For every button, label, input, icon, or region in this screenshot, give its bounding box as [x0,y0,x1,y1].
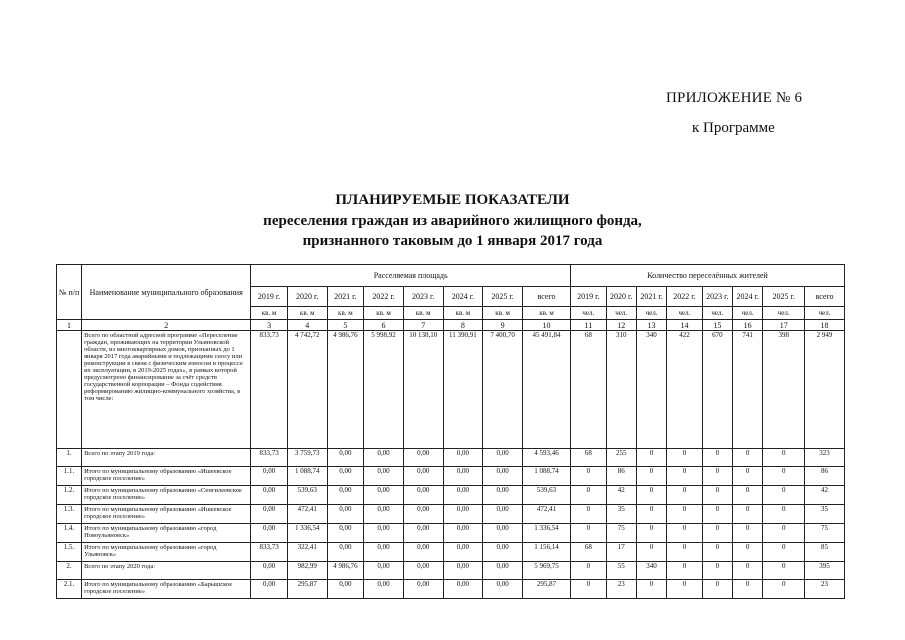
col-number-header: № п/п [57,265,82,320]
row-value: 0,00 [251,580,288,599]
row-value: 35 [805,505,845,524]
program-label: к Программе [692,120,775,136]
row-value: 4 593,46 [522,449,570,467]
people-year-header: 2021 г. [636,287,666,307]
row-value: 0 [733,543,763,562]
row-value: 3 759,73 [287,449,327,467]
row-value: 0,00 [403,580,443,599]
row-value: 0,00 [443,449,483,467]
row-value: 0,00 [483,524,523,543]
table-row [57,524,845,543]
column-number: 3 [251,320,288,331]
column-number: 15 [702,320,732,331]
row-value: 0,00 [403,449,443,467]
row-value: 0 [667,486,703,505]
row-value: 5 969,75 [522,562,570,580]
people-year-header: 2019 г. [571,287,607,307]
table-row [57,449,845,467]
row-value: 35 [606,505,636,524]
table-row [57,486,845,505]
row-value: 0 [636,580,666,599]
table-row [57,467,845,486]
row-name: Всего по этапу 2019 года: [82,449,251,467]
people-unit: чел. [667,307,703,320]
row-value: 85 [805,543,845,562]
row-value: 0,00 [403,562,443,580]
row-value: 0,00 [443,580,483,599]
row-value: 833,73 [251,449,288,467]
row-value: 340 [636,562,666,580]
row-value: 0,00 [251,486,288,505]
row-value: 0,00 [443,524,483,543]
row-number: 1.3. [57,505,82,524]
people-unit: чел. [606,307,636,320]
row-value: 0 [571,505,607,524]
row-number: 2. [57,562,82,580]
people-year-header: 2025 г. [763,287,805,307]
row-value: 0 [733,486,763,505]
row-value: 0 [636,505,666,524]
row-value: 0,00 [364,449,404,467]
row-value: 1 088,74 [522,467,570,486]
people-year-header: 2023 г. [702,287,732,307]
row-value: 0,00 [327,580,364,599]
row-value: 10 138,10 [403,331,443,449]
row-value: 0 [667,467,703,486]
row-value: 45 491,84 [522,331,570,449]
row-value: 0 [636,449,666,467]
row-value: 1 336,54 [287,524,327,543]
row-value: 0 [733,524,763,543]
row-value: 0,00 [251,524,288,543]
row-value: 0,00 [327,524,364,543]
row-value: 0 [571,486,607,505]
row-value: 0 [667,580,703,599]
row-value: 0,00 [443,543,483,562]
row-value: 0 [763,580,805,599]
people-year-header: 2022 г. [667,287,703,307]
row-value: 0,00 [403,505,443,524]
row-value: 0 [763,543,805,562]
area-unit: кв. м [251,307,288,320]
column-number: 6 [364,320,404,331]
row-value: 68 [571,331,607,449]
column-number: 5 [327,320,364,331]
row-name: Итого по муниципальному образованию «Сенгилеевское городское поселение» [82,486,251,505]
table-row [57,562,845,580]
row-value: 0 [702,449,732,467]
row-value: 398 [763,331,805,449]
row-value: 0 [763,486,805,505]
row-value: 11 390,91 [443,331,483,449]
row-value: 741 [733,331,763,449]
row-value: 86 [606,467,636,486]
row-value: 0 [571,562,607,580]
document-subtitle-2: признанного таковым до 1 января 2017 года [302,233,603,249]
row-value: 833,73 [251,331,288,449]
row-name: Всего по этапу 2020 года: [82,562,251,580]
row-value: 0,00 [483,467,523,486]
column-number: 4 [287,320,327,331]
row-value: 0,00 [327,505,364,524]
row-value: 539,63 [522,486,570,505]
column-number: 7 [403,320,443,331]
row-value: 0,00 [443,505,483,524]
row-value: 0 [763,467,805,486]
row-value: 23 [805,580,845,599]
area-year-header: 2019 г. [251,287,288,307]
appendix-label: ПРИЛОЖЕНИЕ № 6 [666,90,803,106]
row-value: 0 [571,467,607,486]
row-value: 0 [667,524,703,543]
column-number: 9 [483,320,523,331]
people-unit: чел. [733,307,763,320]
area-unit: кв. м [403,307,443,320]
row-value: 0,00 [364,543,404,562]
table-row [57,580,845,599]
row-value: 310 [606,331,636,449]
area-year-header: 2021 г. [327,287,364,307]
table-row [57,543,845,562]
row-value: 0,00 [443,486,483,505]
row-value: 472,41 [522,505,570,524]
row-value: 395 [805,562,845,580]
row-value: 68 [571,543,607,562]
row-value: 1 088,74 [287,467,327,486]
people-year-header: 2020 г. [606,287,636,307]
row-value: 7 400,70 [483,331,523,449]
row-value: 17 [606,543,636,562]
row-value: 42 [606,486,636,505]
row-value: 0,00 [403,524,443,543]
row-value: 0,00 [483,562,523,580]
row-name: Итого по муниципальному образованию «город Новоульяновск» [82,524,251,543]
row-value: 255 [606,449,636,467]
row-value: 0 [702,524,732,543]
col-name-header: Наименование муниципального образования [82,265,251,320]
area-year-header: 2024 г. [443,287,483,307]
row-value: 55 [606,562,636,580]
row-number: 1.4. [57,524,82,543]
row-value: 0 [702,580,732,599]
table-row [57,505,845,524]
row-value: 0,00 [251,467,288,486]
row-value: 0 [733,562,763,580]
column-number: 11 [571,320,607,331]
row-value: 4 986,76 [327,562,364,580]
row-value: 2 949 [805,331,845,449]
row-value: 833,73 [251,543,288,562]
area-year-header: 2023 г. [403,287,443,307]
document-title: ПЛАНИРУЕМЫЕ ПОКАЗАТЕЛИ [335,192,570,208]
column-number: 13 [636,320,666,331]
row-value: 0 [667,449,703,467]
area-unit: кв. м [443,307,483,320]
indicators-table [56,264,845,599]
row-value: 0 [763,562,805,580]
row-value: 323 [805,449,845,467]
row-value: 0,00 [403,543,443,562]
people-unit: чел. [763,307,805,320]
table-row [57,331,845,449]
row-value: 0,00 [443,562,483,580]
row-value: 0,00 [483,505,523,524]
area-unit: кв. м [522,307,570,320]
row-value: 0,00 [483,580,523,599]
column-number: 10 [522,320,570,331]
area-year-header: 2020 г. [287,287,327,307]
area-year-header: всего [522,287,570,307]
row-value: 322,41 [287,543,327,562]
row-value: 295,87 [287,580,327,599]
row-number: 1.2. [57,486,82,505]
row-value: 0 [733,505,763,524]
row-name: Итого по муниципальному образованию «Ишеевское городское поселение» [82,505,251,524]
row-value: 0 [733,580,763,599]
row-value: 0,00 [251,505,288,524]
document-subtitle-1: переселения граждан из аварийного жилищного фонда, [263,213,642,229]
row-value: 68 [571,449,607,467]
area-unit: кв. м [327,307,364,320]
row-name: Итого по муниципальному образованию «Барышское городское поселение» [82,580,251,599]
column-number: 1 [57,320,82,331]
row-value: 0 [667,505,703,524]
row-value: 472,41 [287,505,327,524]
area-unit: кв. м [483,307,523,320]
row-value: 0 [636,543,666,562]
row-value: 0,00 [251,562,288,580]
row-value: 0,00 [364,524,404,543]
area-unit: кв. м [287,307,327,320]
people-year-header: всего [805,287,845,307]
row-value: 4 986,76 [327,331,364,449]
people-group-header: Количество переселённых жителей [571,265,845,287]
people-unit: чел. [636,307,666,320]
row-value: 42 [805,486,845,505]
area-group-header: Расселяемая площадь [251,265,571,287]
row-value: 86 [805,467,845,486]
people-year-header: 2024 г. [733,287,763,307]
area-year-header: 2022 г. [364,287,404,307]
row-value: 23 [606,580,636,599]
row-value: 0 [571,524,607,543]
column-number: 18 [805,320,845,331]
row-value: 0 [636,467,666,486]
row-value: 0,00 [364,562,404,580]
row-value: 75 [606,524,636,543]
row-value: 0,00 [483,486,523,505]
row-name: Итого по муниципальному образованию «город Ульяновск» [82,543,251,562]
row-value: 0 [667,543,703,562]
row-value: 0 [763,505,805,524]
row-value: 4 742,72 [287,331,327,449]
row-value: 0,00 [403,467,443,486]
people-unit: чел. [571,307,607,320]
row-value: 1 336,54 [522,524,570,543]
row-value: 0,00 [364,486,404,505]
people-unit: чел. [805,307,845,320]
row-number: 1.5. [57,543,82,562]
column-number: 12 [606,320,636,331]
row-value: 0,00 [327,486,364,505]
row-number: 2.1. [57,580,82,599]
row-value: 0 [733,467,763,486]
row-value: 0 [571,580,607,599]
row-value: 295,87 [522,580,570,599]
row-value: 0,00 [483,543,523,562]
row-name: Итого по муниципальному образованию «Ишеевское городское поселение» [82,467,251,486]
row-value: 0 [636,486,666,505]
column-number: 14 [667,320,703,331]
row-name: Всего по областной адресной программе «Переселение граждан, проживающих на территории Ульяновской области, из многоквартирных домов, признанных до 1 января 2017 года аварийными и подлежащими сносу или реконструкции в связи с физическим износом в процессе их эксплуатации, в 2019-2025 годах», в рамках которой предусмотрено финансирование за счёт средств государственной корпорации – Фонда содействия реформированию жилищно-коммунального хозяйства, в том числе: [82,331,251,449]
row-value: 0,00 [327,543,364,562]
people-unit: чел. [702,307,732,320]
row-number: 1.1. [57,467,82,486]
row-value: 0 [702,467,732,486]
column-number: 17 [763,320,805,331]
row-number [57,331,82,449]
row-value: 422 [667,331,703,449]
column-number: 16 [733,320,763,331]
area-unit: кв. м [364,307,404,320]
column-number: 8 [443,320,483,331]
column-number: 2 [82,320,251,331]
row-value: 0 [763,449,805,467]
row-value: 0 [763,524,805,543]
row-value: 0,00 [364,580,404,599]
area-year-header: 2025 г. [483,287,523,307]
row-value: 0 [667,562,703,580]
row-value: 0,00 [364,505,404,524]
row-value: 0 [702,543,732,562]
row-value: 5 998,92 [364,331,404,449]
row-value: 0 [636,524,666,543]
row-value: 0 [733,449,763,467]
row-value: 0,00 [327,449,364,467]
row-value: 75 [805,524,845,543]
row-value: 0 [702,486,732,505]
row-number: 1. [57,449,82,467]
row-value: 340 [636,331,666,449]
row-value: 0,00 [364,467,404,486]
row-value: 0 [702,505,732,524]
row-value: 539,63 [287,486,327,505]
row-value: 0,00 [483,449,523,467]
row-value: 670 [702,331,732,449]
row-value: 1 156,14 [522,543,570,562]
row-value: 0,00 [403,486,443,505]
row-value: 982,99 [287,562,327,580]
row-value: 0,00 [327,467,364,486]
row-value: 0 [702,562,732,580]
row-value: 0,00 [443,467,483,486]
